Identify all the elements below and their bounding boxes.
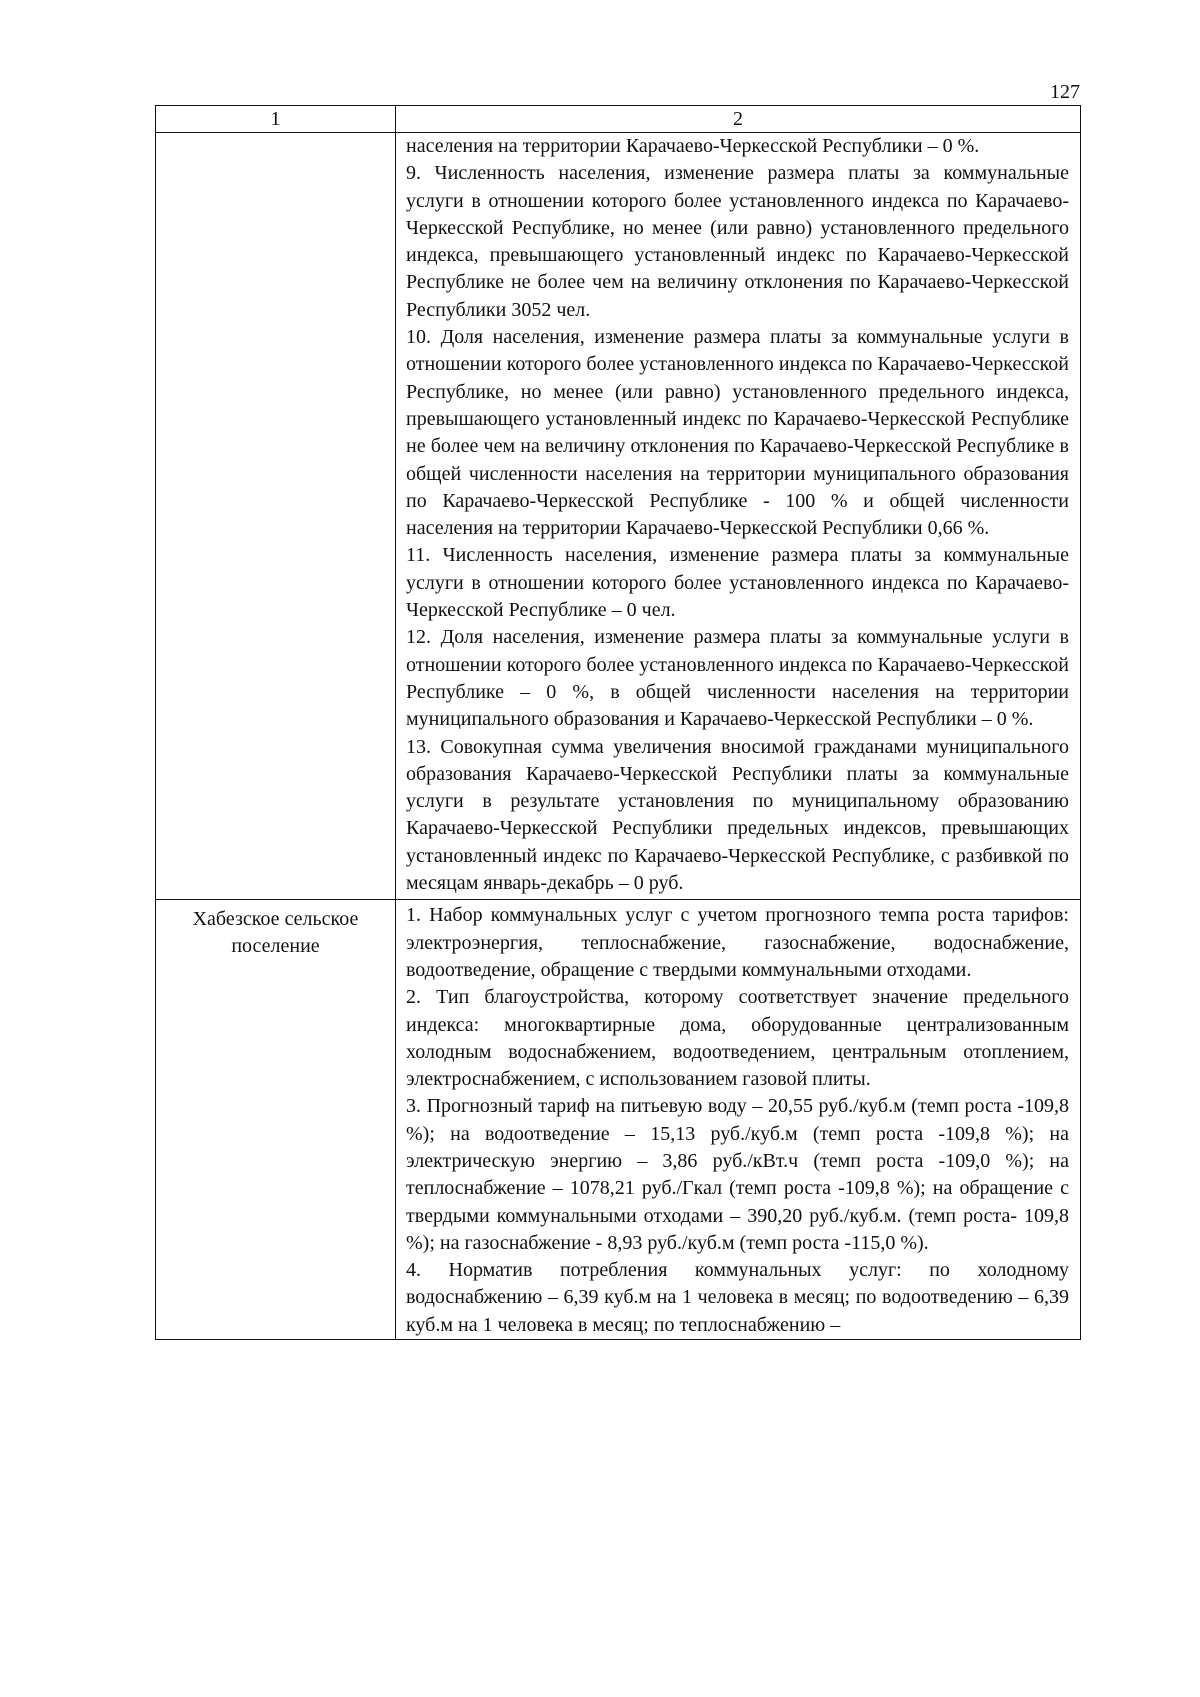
- paragraph: 10. Доля населения, изменение размера платы за коммунальные услуги в отношении которого более установленного индекса по Карачаево-Черкесской Республике, но менее (или равно) установленного предельного индекса, превышающего установленный индекс по Карачаево-Черкесской Республике не более чем на величину отклонения по Карачаево-Черкесской Республике в общей численности населения на территории муниципального образования по Карачаево-Черкесской Республике - 100 % и общей численности населения на территории Карачаево-Черкесской Республики 0,66 %.: [406, 326, 1069, 540]
- paragraph: 2. Тип благоустройства, которому соответствует значение предельного индекса: многоквартирные дома, оборудованные централизованным холодным водоснабжением, водоотведением, центральным отоплением, электроснабжением, с использованием газовой плиты.: [406, 986, 1069, 1091]
- page-number: 127: [1050, 81, 1080, 103]
- settlement-name-cell: [156, 133, 396, 900]
- table-header-row: [156, 106, 1081, 133]
- paragraph: 3. Прогнозный тариф на питьевую воду – 20,55 руб./куб.м (темп роста -109,8 %); на водоотведение – 15,13 руб./куб.м (темп роста -109,8 %); на электрическую энергию – 3,86 руб./кВт.ч (темп роста -109,0 %); на теплоснабжение – 1078,21 руб./Гкал (темп роста -109,8 %); на обращение с твердыми коммунальными отходами – 390,20 руб./куб.м. (темп роста- 109,8 %); на газоснабжение - 8,93 руб./куб.м (темп роста -115,0 %).: [406, 1095, 1069, 1254]
- paragraph: 4. Норматив потребления коммунальных услуг: по холодному водоснабжению – 6,39 куб.м на 1 человека в месяц; по водоотведению – 6,39 куб.м на 1 человека в месяц; по теплоснабжению –: [406, 1259, 1069, 1336]
- paragraph: 1. Набор коммунальных услуг с учетом прогнозного темпа роста тарифов: электроэнергия, теплоснабжение, газоснабжение, водоснабжение, водоотведение, обращение с твердыми коммунальными отходами.: [406, 904, 1069, 981]
- description-cell: [396, 133, 1081, 900]
- paragraph: 11. Численность населения, изменение размера платы за коммунальные услуги в отношении которого более установленного индекса по Карачаево-Черкесской Республике – 0 чел.: [406, 544, 1069, 622]
- description-cell: [396, 900, 1081, 1340]
- paragraph: 12. Доля населения, изменение размера платы за коммунальные услуги в отношении которого более установленного индекса по Карачаево-Черкесской Республике – 0 %, в общей численности населения на территории муниципального образования и Карачаево-Черкесской Республики – 0 %.: [406, 626, 1069, 731]
- table-row: [156, 133, 1081, 900]
- table-row: [156, 900, 1081, 1340]
- settlement-name-cell: Хабезское сельское поселение: [156, 900, 396, 1340]
- column-header-2: 2: [396, 106, 1081, 133]
- data-table: [155, 105, 1081, 1340]
- paragraph: населения на территории Карачаево-Черкесской Республики – 0 %.: [406, 135, 980, 157]
- column-header-1: 1: [156, 106, 396, 133]
- paragraph: 13. Совокупная сумма увеличения вносимой гражданами муниципального образования Карачаево-Черкесской Республики платы за коммунальные услуги в результате установления по муниципальному образованию Карачаево-Черкесской Республики предельных индексов, превышающих установленный индекс по Карачаево-Черкесской Республике, с разбивкой по месяцам январь-декабрь – 0 руб.: [406, 735, 1069, 895]
- paragraph: 9. Численность населения, изменение размера платы за коммунальные услуги в отношении которого более установленного индекса по Карачаево-Черкесской Республике, но менее (или равно) установленного предельного индекса, превышающего установленный индекс по Карачаево-Черкесской Республике не более чем на величину отклонения по Карачаево-Черкесской Республики 3052 чел.: [406, 162, 1069, 321]
